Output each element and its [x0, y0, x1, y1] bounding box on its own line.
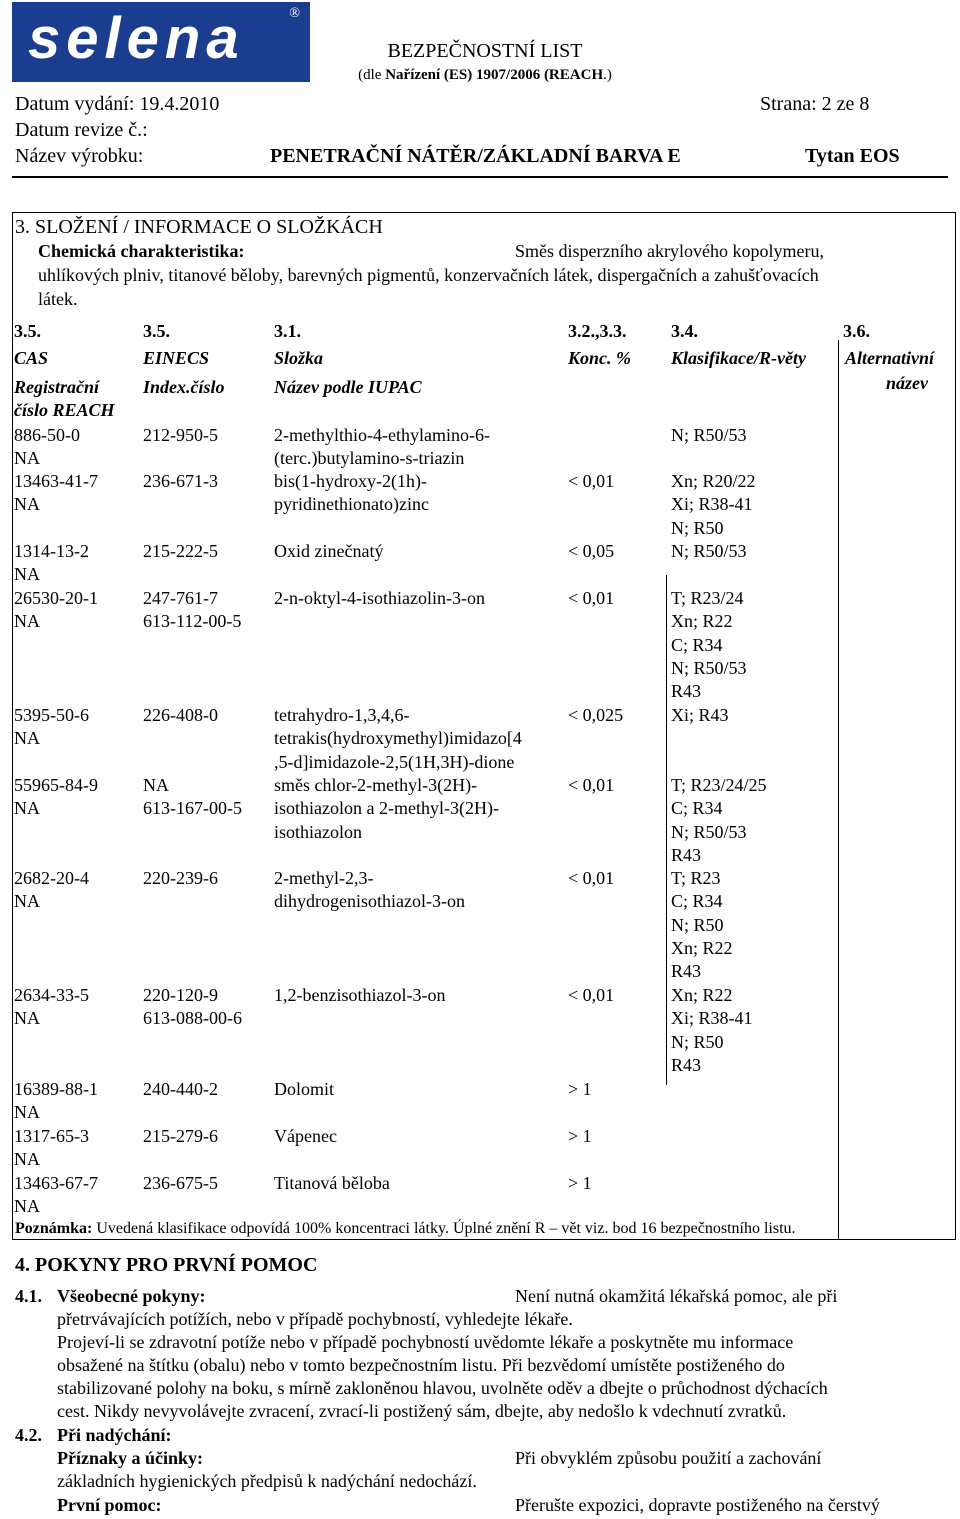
s41-line: obsažené na štítku (obalu) nebo v tomto bezpečnostním listu. Při bezvědomí umístěte postiženého do — [57, 1355, 785, 1375]
classification-cell: N; R50/53 — [671, 821, 747, 842]
col-number: 3.1. — [274, 321, 301, 341]
concentration-cell: < 0,025 — [568, 705, 624, 725]
component-name-cell: ,5-d]imidazole-2,5(1H,3H)-dione — [274, 751, 515, 772]
cas-cell: 13463-41-7 — [14, 471, 98, 491]
selena-logo — [12, 2, 310, 82]
component-name-cell: Vápenec — [274, 1126, 337, 1146]
symptoms-label: Příznaky a účinky: — [57, 1448, 204, 1468]
classification-cell: R43 — [671, 844, 702, 865]
component-name-cell: bis(1-hydroxy-2(1h)- — [274, 471, 427, 491]
einecs-cell: 226-408-0 — [143, 705, 218, 725]
component-name-cell: isothiazolon — [274, 821, 362, 842]
s42-label: Při nadýchání: — [57, 1425, 172, 1445]
einecs-cell: 236-675-5 — [143, 1173, 218, 1193]
col-header-cas: číslo REACH — [14, 400, 115, 420]
page-info: Strana: 2 ze 8 — [760, 93, 870, 115]
col-header-einecs: EINECS — [143, 348, 210, 368]
concentration-cell: > 1 — [568, 1079, 592, 1099]
classification-cell: C; R34 — [671, 891, 723, 912]
classification-cell: N; R50 — [671, 914, 724, 935]
component-name-cell: 2-methyl-2,3- — [274, 868, 374, 888]
cas-cell: 2634-33-5 — [14, 985, 89, 1005]
classification-cell: N; R50/53 — [671, 541, 747, 561]
registered-mark: ® — [289, 6, 300, 21]
s41-number: 4.1. — [15, 1286, 42, 1306]
col-header-conc: Konc. % — [568, 348, 631, 368]
product-name: PENETRAČNÍ NÁTĚR/ZÁKLADNÍ BARVA E — [270, 145, 681, 167]
col-header-einecs: Index.číslo — [143, 377, 225, 397]
component-name-cell: 1,2-benzisothiazol-3-on — [274, 985, 446, 1005]
classification-cell: Xn; R20/22 — [671, 471, 756, 491]
col-header-alt: Alternativní — [845, 348, 935, 368]
component-name-cell: dihydrogenisothiazol-3-on — [274, 891, 465, 912]
einecs-cell: 613-112-00-5 — [143, 611, 242, 632]
cas-cell: NA — [14, 448, 40, 469]
section4-title: 4. POKYNY PRO PRVNÍ POMOC — [15, 1254, 318, 1276]
concentration-cell: < 0,01 — [568, 985, 615, 1005]
cas-cell: 886-50-0 — [14, 425, 80, 445]
classification-cell: N; R50/53 — [671, 657, 747, 678]
component-name-cell: Dolomit — [274, 1079, 335, 1099]
char-line: uhlíkových plniv, titanové běloby, barevných pigmentů, konzervačních látek, dispergačních a zahušťovacích — [38, 265, 819, 285]
revision-label: Datum revize č.: — [15, 119, 148, 141]
einecs-cell: 212-950-5 — [143, 425, 218, 445]
component-name-cell: Titanová běloba — [274, 1173, 390, 1193]
col-header-name: Název podle IUPAC — [274, 377, 422, 397]
section3-title: 3. SLOŽENÍ / INFORMACE O SLOŽKÁCH — [15, 216, 383, 238]
char-value: Směs disperzního akrylového kopolymeru, — [515, 241, 824, 261]
component-name-cell: Oxid zinečnatý — [274, 541, 384, 561]
s41-line: přetrvávajících potížích, nebo v případě pochybností, vyhledejte lékaře. — [57, 1309, 573, 1329]
col-number: 3.5. — [143, 321, 170, 341]
concentration-cell: > 1 — [568, 1126, 592, 1146]
classification-cell: N; R50 — [671, 517, 724, 538]
classification-cell: Xi; R38-41 — [671, 494, 753, 515]
classification-cell: Xi; R38-41 — [671, 1008, 753, 1029]
col-number: 3.4. — [671, 321, 698, 341]
cas-cell: 1317-65-3 — [14, 1126, 89, 1146]
component-name-cell: pyridinethionato)zinc — [274, 494, 429, 515]
classification-cell: C; R34 — [671, 634, 723, 655]
einecs-cell: 220-120-9 — [143, 985, 218, 1005]
classification-cell: Xn; R22 — [671, 985, 733, 1005]
einecs-cell: 220-239-6 — [143, 868, 218, 888]
concentration-cell: > 1 — [568, 1173, 592, 1193]
cas-cell: NA — [14, 1102, 40, 1123]
col-number: 3.6. — [843, 321, 870, 341]
cas-cell: 1314-13-2 — [14, 541, 89, 561]
logo-wordmark: selena — [28, 6, 245, 71]
col-header-name: Složka — [274, 348, 324, 368]
char-label: Chemická charakteristika: — [38, 241, 245, 261]
component-name-cell: směs chlor-2-methyl-3(2H)- — [274, 775, 478, 795]
header-divider — [12, 176, 948, 178]
einecs-cell: NA — [143, 775, 169, 795]
firstaid-label: První pomoc: — [57, 1495, 162, 1515]
s41-label: Všeobecné pokyny: — [57, 1286, 206, 1306]
cas-cell: NA — [14, 1149, 40, 1170]
einecs-cell: 215-279-6 — [143, 1126, 218, 1146]
classification-cell: T; R23/24/25 — [671, 775, 767, 795]
cas-cell: 5395-50-6 — [14, 705, 89, 725]
table-column-divider — [666, 575, 667, 1085]
cas-cell: NA — [14, 564, 40, 585]
component-name-cell: isothiazolon a 2-methyl-3(2H)- — [274, 798, 499, 819]
document-title: BEZPEČNOSTNÍ LIST — [387, 40, 583, 62]
cas-cell: 16389-88-1 — [14, 1079, 98, 1099]
component-name-cell: tetrahydro-1,3,4,6- — [274, 705, 410, 725]
s41-value: Není nutná okamžitá lékařská pomoc, ale při — [515, 1286, 838, 1306]
cas-cell: 26530-20-1 — [14, 588, 98, 608]
col-header-alt: název — [886, 373, 928, 393]
classification-cell: N; R50 — [671, 1031, 724, 1052]
classification-cell: T; R23 — [671, 868, 721, 888]
note: Poznámka: Uvedená klasifikace odpovídá 100% koncentraci látky. Úplné znění R – vět viz. bod 16 bezpečnostního listu. — [15, 1220, 796, 1237]
cas-cell: 13463-67-7 — [14, 1173, 98, 1193]
char-line: látek. — [38, 289, 78, 309]
issue-date: Datum vydání: 19.4.2010 — [15, 93, 220, 115]
document-regulation: (dle Nařízení (ES) 1907/2006 (REACH.) — [358, 67, 612, 83]
cas-cell: NA — [14, 728, 40, 749]
classification-cell: R43 — [671, 961, 702, 982]
firstaid-value: Přerušte expozici, dopravte postiženého na čerstvý — [515, 1495, 880, 1515]
col-header-cas: Registrační — [14, 377, 100, 397]
concentration-cell: < 0,01 — [568, 868, 615, 888]
einecs-cell: 236-671-3 — [143, 471, 218, 491]
einecs-cell: 215-222-5 — [143, 541, 218, 561]
classification-cell: Xi; R43 — [671, 705, 729, 725]
einecs-cell: 240-440-2 — [143, 1079, 218, 1099]
classification-cell: R43 — [671, 1054, 702, 1075]
cas-cell: 2682-20-4 — [14, 868, 89, 888]
product-label: Název výrobku: — [15, 145, 144, 167]
col-number: 3.5. — [14, 321, 41, 341]
einecs-cell: 247-761-7 — [143, 588, 218, 608]
cas-cell: NA — [14, 611, 40, 632]
component-name-cell: 2-n-oktyl-4-isothiazolin-3-on — [274, 588, 485, 608]
classification-cell: Xn; R22 — [671, 937, 733, 958]
cas-cell: NA — [14, 494, 40, 515]
component-name-cell: (terc.)butylamino-s-triazin — [274, 448, 465, 469]
symptoms-line: základních hygienických předpisů k nadýchání nedochází. — [57, 1471, 477, 1491]
classification-cell: R43 — [671, 681, 702, 702]
einecs-cell: 613-167-00-5 — [143, 798, 242, 819]
classification-cell: N; R50/53 — [671, 425, 747, 445]
concentration-cell: < 0,01 — [568, 775, 615, 795]
col-header-class: Klasifikace/R-věty — [671, 348, 806, 368]
s41-line: Projeví-li se zdravotní potíže nebo v případě pochybností uvědomte lékaře a poskytněte mu informace — [57, 1332, 794, 1352]
symptoms-value: Při obvyklém způsobu použití a zachování — [515, 1448, 822, 1468]
component-name-cell: tetrakis(hydroxymethyl)imidazo[4 — [274, 728, 522, 749]
cas-cell: NA — [14, 891, 40, 912]
classification-cell: C; R34 — [671, 798, 723, 819]
s41-line: stabilizované polohy na boku, s mírně zakloněnou hlavou, uvolněte oděv a dbejte o průchodnost dýchacích — [57, 1378, 828, 1398]
classification-cell: T; R23/24 — [671, 588, 744, 608]
cas-cell: NA — [14, 1008, 40, 1029]
concentration-cell: < 0,01 — [568, 588, 615, 608]
cas-cell: 55965-84-9 — [14, 775, 98, 795]
cas-cell: NA — [14, 798, 40, 819]
component-name-cell: 2-methylthio-4-ethylamino-6- — [274, 425, 490, 445]
einecs-cell: 613-088-00-6 — [143, 1008, 242, 1029]
concentration-cell: < 0,05 — [568, 541, 615, 561]
cas-cell: NA — [14, 1196, 40, 1217]
product-brand: Tytan EOS — [805, 145, 900, 167]
concentration-cell: < 0,01 — [568, 471, 615, 491]
col-header-cas: CAS — [14, 348, 49, 368]
col-number: 3.2.,3.3. — [568, 321, 627, 341]
table-column-divider — [838, 340, 839, 1240]
s42-number: 4.2. — [15, 1425, 42, 1445]
classification-cell: Xn; R22 — [671, 611, 733, 632]
s41-line: cest. Nikdy nevyvolávejte zvracení, zvrací-li postižený sám, dbejte, aby nedošlo k vdechnutí zvratků. — [57, 1401, 787, 1421]
